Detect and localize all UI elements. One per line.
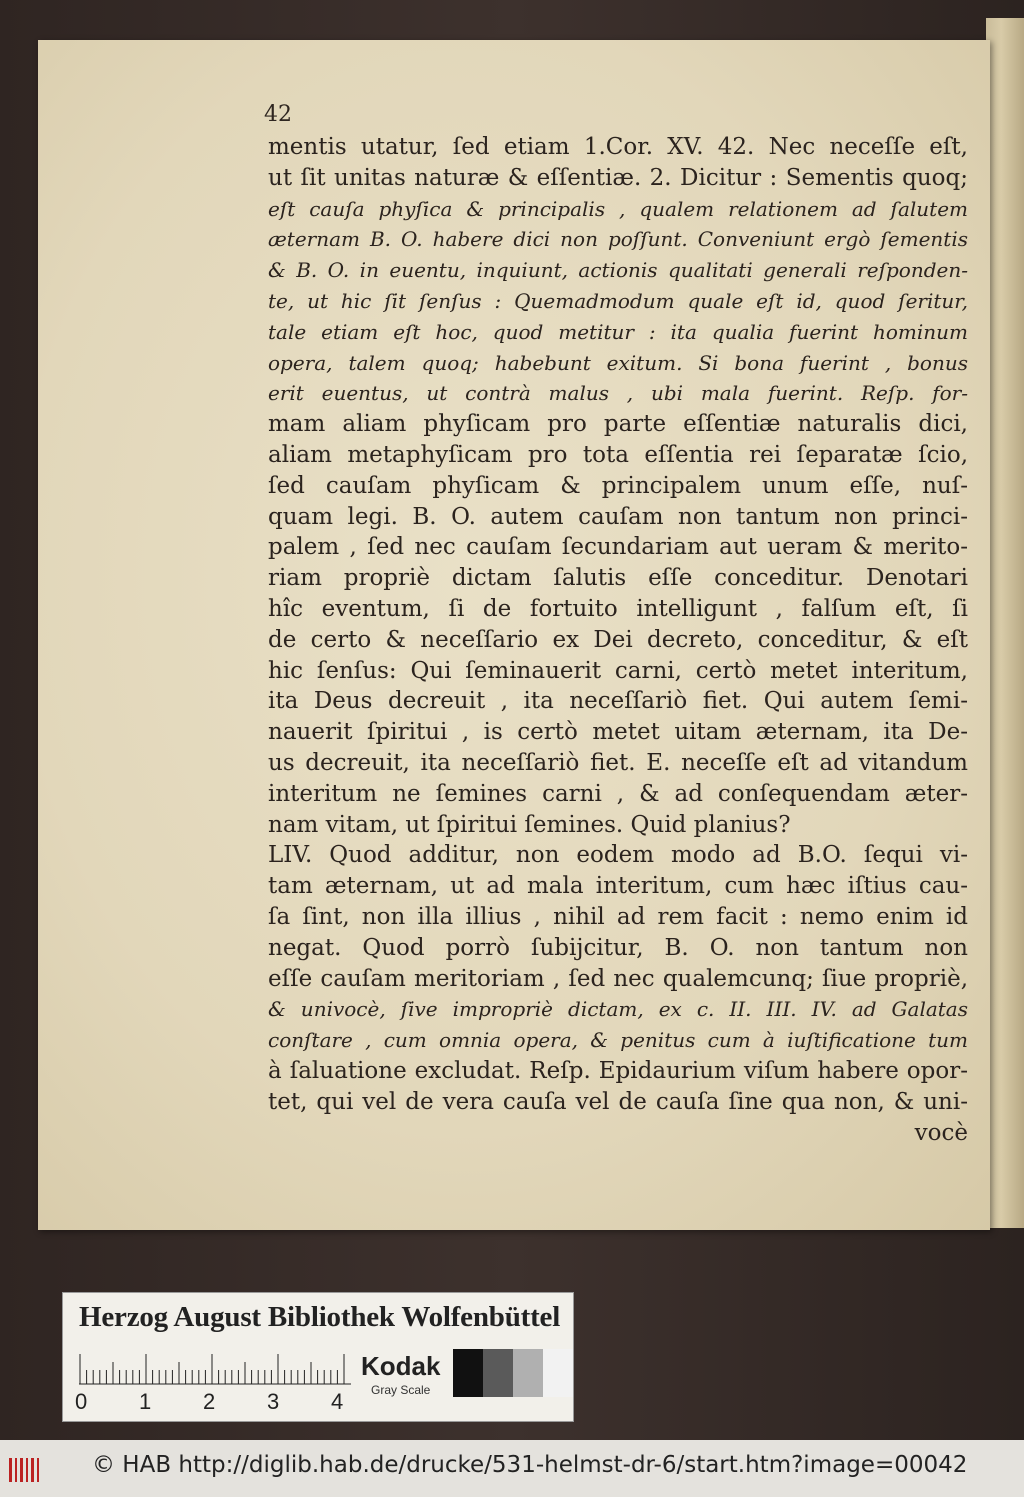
text-line: vocè [914, 1119, 968, 1146]
ruler-number: 2 [203, 1389, 216, 1414]
text-line: æternam B. O. habere dici non poſſunt. Conveniunt ergò ſementis [268, 227, 968, 252]
text-line: nam vitam, ut ſpiritui ſemines. Quid planius? [268, 811, 791, 838]
text-line: erit euentus, ut contrà malus , ubi mala fuerint. Reſp. for- [268, 381, 968, 406]
text-line: quam legi. B. O. autem cauſam non tantum non princi- [268, 503, 968, 530]
kodak-logo: Kodak [361, 1351, 441, 1381]
text-line: LIV. Quod additur, non eodem modo ad B.O. ſequi vi- [268, 842, 968, 869]
gray-patch [453, 1349, 483, 1397]
ruler [79, 1353, 351, 1385]
barcode-icon [8, 1456, 44, 1484]
text-line: palem , ſed nec cauſam ſecundariam aut ueram & merito- [268, 534, 968, 561]
gray-patches [453, 1349, 573, 1397]
text-line: de certo & neceſſario ex Dei decreto, conceditur, & eſt [268, 626, 968, 653]
text-line: riam propriè dictam ſalutis eſſe conceditur. Denotari [268, 565, 968, 592]
text-line: hic ſenſus: Qui ſeminauerit carni, certò metet interitum, [268, 657, 968, 684]
copyright-url: © HAB http://diglib.hab.de/drucke/531-helmst-dr-6/start.htm?image=00042 [92, 1452, 968, 1478]
text-line: us decreuit, ita neceſſariò fiet. E. neceſſe eſt ad vitandum [268, 749, 968, 776]
ruler-number: 4 [331, 1389, 344, 1414]
text-line: à ſaluatione excludat. Reſp. Epidaurium viſum habere opor- [268, 1057, 968, 1084]
text-line: negat. Quod porrò ſubijcitur, B. O. non tantum non [268, 934, 968, 961]
page-number: 42 [264, 102, 292, 127]
text-line: aliam metaphyſicam pro tota eſſentia rei ſeparatæ ſcio, [268, 441, 968, 468]
color-calibration-target [62, 1292, 574, 1422]
text-line: eſſe cauſam meritoriam , ſed nec qualemcunq; ſiue propriè, [268, 965, 968, 992]
text-line: conſtare , cum omnia opera, & penitus cum à iuſtificatione tum [268, 1028, 968, 1053]
book-page [38, 40, 990, 1230]
text-line: opera, talem quoq; habebunt exitum. Si bona fuerint , bonus [268, 350, 968, 375]
text-line: mam aliam phyſicam pro parte eſſentiæ naturalis dici, [268, 411, 968, 438]
text-line: te, ut hic ſit ſenſus : Quemadmodum quale eſt id, quod ſeritur, [268, 288, 968, 313]
library-name: Herzog August Bibliothek Wolfenbüttel [79, 1301, 561, 1333]
footer-bar [0, 1440, 1024, 1497]
ruler-number: 3 [267, 1389, 280, 1414]
text-line: ut ſit unitas naturæ & eſſentiæ. 2. Dicitur : Sementis quoq; [268, 164, 968, 191]
text-line: hîc eventum, ſi de fortuito intelligunt , falſum eſt, ſi [268, 595, 968, 622]
text-line: & univocè, ſive impropriè dictam, ex c. II. III. IV. ad Galatas [268, 997, 968, 1022]
text-line: tale etiam eſt hoc, quod metitur : ita qualia fuerint hominum [268, 319, 968, 344]
page-text [268, 132, 968, 1148]
next-leaf-edge [986, 18, 1024, 1228]
gray-patch [483, 1349, 513, 1397]
text-line: & B. O. in euentu, inquiunt, actionis qualitati generali reſponden- [268, 258, 968, 283]
text-line: tam æternam, ut ad mala interitum, cum hæc iſtius cau- [268, 873, 968, 900]
text-line: mentis utatur, ſed etiam 1.Cor. XV. 42. Nec neceſſe eſt, [268, 134, 968, 160]
ruler-number: 1 [139, 1389, 152, 1414]
text-line: interitum ne ſemines carni , & ad conſequendam æter- [268, 780, 968, 807]
text-line: tet, qui vel de vera cauſa vel de cauſa ſine qua non, & uni- [268, 1088, 968, 1115]
text-line: eſt cauſa phyſica & principalis , qualem relationem ad ſalutem [268, 196, 968, 221]
gray-scale-label: Gray Scale [371, 1383, 431, 1397]
text-line: ſa ſint, non illa illius , nihil ad rem facit : nemo enim id [268, 903, 968, 930]
ruler-number: 0 [75, 1389, 88, 1414]
gray-patch [543, 1349, 573, 1397]
text-line: ſed cauſam phyſicam & principalem unum eſſe, nuſ- [268, 472, 968, 499]
gray-patch [513, 1349, 543, 1397]
text-line: ita Deus decreuit , ita neceſſariò fiet. Qui autem ſemi- [268, 688, 968, 715]
text-line: nauerit ſpiritui , is certò metet uitam æternam, ita De- [268, 719, 968, 746]
